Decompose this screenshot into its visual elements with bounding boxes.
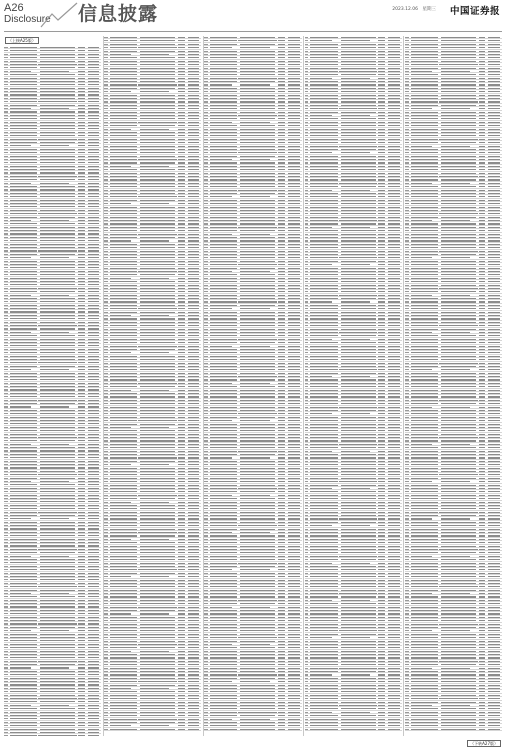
table-column: [104, 36, 201, 736]
table-column: [4, 36, 101, 736]
continued-footer-label: （下转A27版）: [467, 740, 501, 747]
issue-date: 2023.12.06 星期三: [392, 7, 436, 12]
table-column: [405, 36, 502, 736]
page-number: A26: [4, 2, 24, 14]
table-column: [204, 36, 301, 736]
swoosh-graphic: [40, 2, 78, 28]
section-title-en: Disclosure: [4, 14, 51, 25]
table-row: [204, 728, 301, 731]
continued-header-label: （上接A25版）: [5, 37, 39, 44]
table-row: [305, 728, 402, 731]
masthead: [0, 0, 506, 30]
newspaper-logo: 中国证券报: [449, 6, 500, 17]
disclosure-table-area: [4, 36, 502, 736]
table-column: [305, 36, 402, 736]
header-rule: [4, 31, 502, 32]
table-row: [4, 734, 101, 736]
table-row: [104, 728, 201, 731]
section-title-cn: 信息披露: [78, 3, 159, 25]
table-row: [405, 728, 502, 731]
